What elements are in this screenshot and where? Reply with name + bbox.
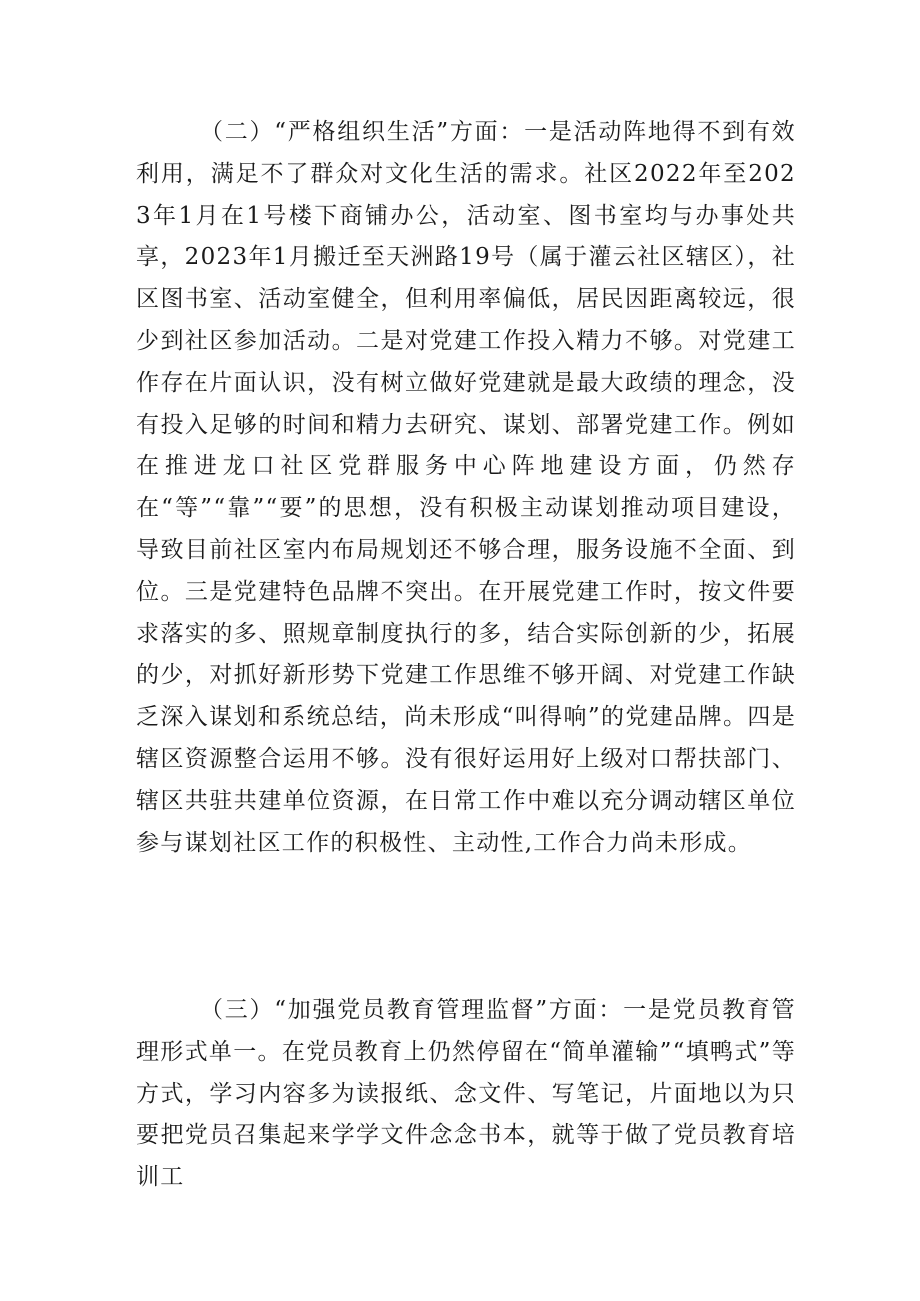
body-paragraph-party-member-education: （三）“加强党员教育管理监督”方面：一是党员教育管理形式单一。在党员教育上仍然停留在“简单灌输”“填鸭式”等方式，学习内容多为读报纸、念文件、写笔记，片面地以为只要把党员召集起来学学文件念念书本，就等于做了党员教育培训工 [136, 997, 796, 1191]
body-paragraph-organizational-life: （二）“严格组织生活”方面：一是活动阵地得不到有效利用，满足不了群众对文化生活的需求。社区2022年至2023年1月在1号楼下商铺办公，活动室、图书室均与办事处共享，2023年1月搬迁至天洲路19号（属于灌云社区辖区），社区图书室、活动室健全，但利用率偏低，居民因距离较远，很少到社区参加活动。二是对党建工作投入精力不够。对党建工作存在片面认识，没有树立做好党建就是最大政绩的理念，没有投入足够的时间和精力去研究、谋划、部署党建工作。例如在推进龙口社区党群服务中心阵地建设方面，仍然存在“等”“靠”“要”的思想，没有积极主动谋划推动项目建设，导致目前社区室内布局规划还不够合理，服务设施不全面、到位。三是党建特色品牌不突出。在开展党建工作时，按文件要求落实的多、照规章制度执行的多，结合实际创新的少，拓展的少，对抓好新形势下党建工作思维不够开阔、对党建工作缺乏深入谋划和系统总结，尚未形成“叫得响”的党建品牌。四是辖区资源整合运用不够。没有很好运用好上级对口帮扶部门、辖区共驻共建单位资源，在日常工作中难以充分调动辖区单位参与谋划社区工作的积极性、主动性,工作合力尚未形成。 [136, 119, 796, 856]
